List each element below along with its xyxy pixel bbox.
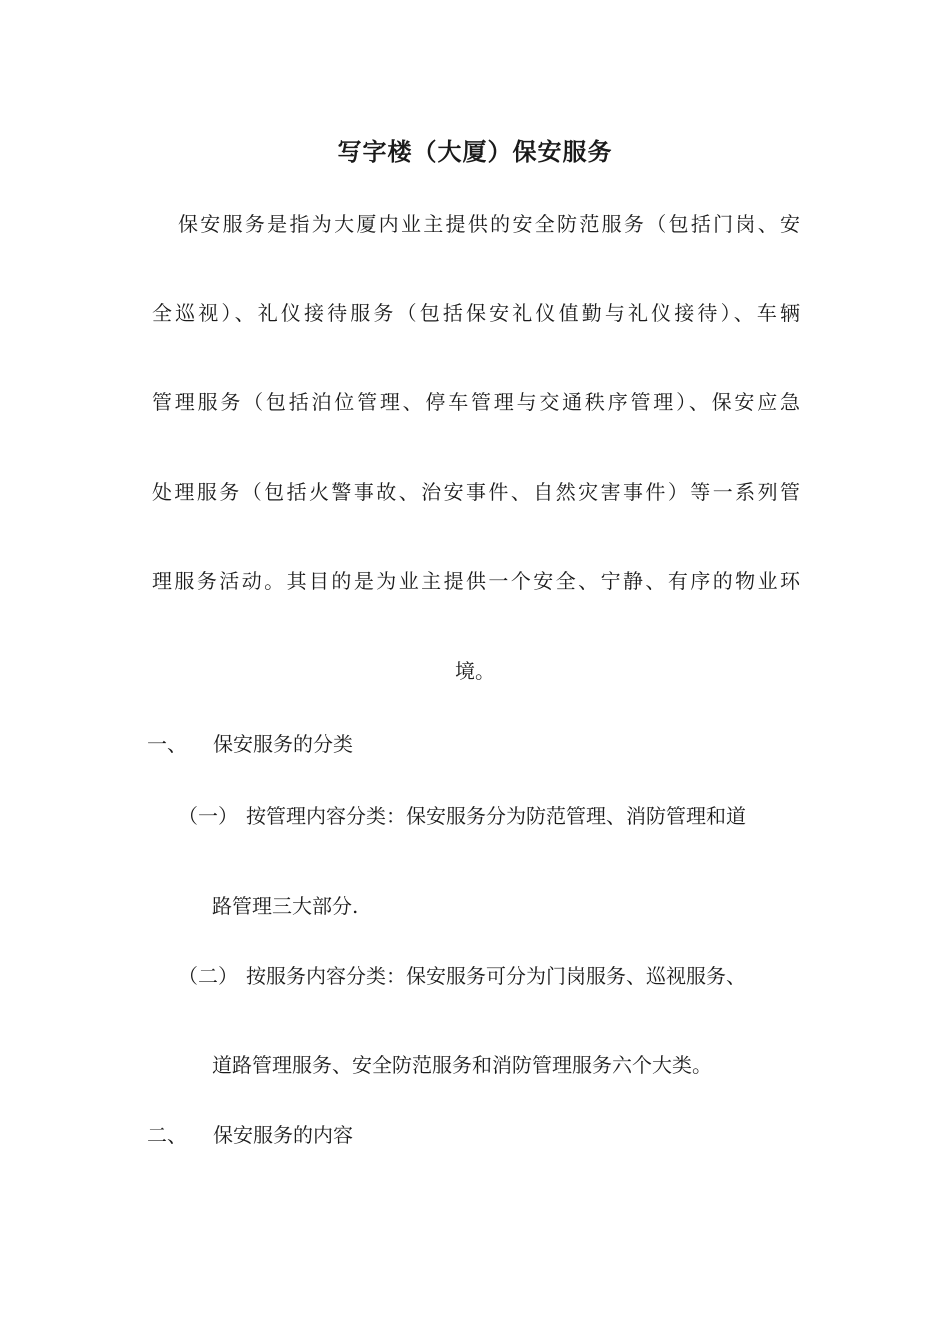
intro-line-1: 保安服务是指为大厦内业主提供的安全防范服务（包括门岗、安 bbox=[178, 212, 800, 236]
section-1-heading bbox=[147, 729, 547, 759]
section-2-heading bbox=[147, 1120, 547, 1150]
intro-line-4: 处理服务（包括火警事故、治安事件、自然灾害事件）等一系列管 bbox=[152, 480, 800, 504]
intro-line-6: 境。 bbox=[455, 659, 495, 683]
section-1-item-1-line-1: 按管理内容分类：保安服务分为防范管理、消防管理和道 bbox=[246, 804, 746, 828]
section-1-item-2-line-2: 道路管理服务、安全防范服务和消防管理服务六个大类。 bbox=[212, 1053, 712, 1077]
document-title: 写字楼（大厦）保安服务 bbox=[337, 137, 613, 166]
intro-line-5: 理服务活动。其目的是为业主提供一个安全、宁静、有序的物业环 bbox=[152, 569, 800, 593]
section-1-item-1 bbox=[178, 801, 808, 831]
section-2-title: 保安服务的内容 bbox=[213, 1123, 353, 1147]
section-1-number: 一、 bbox=[147, 732, 187, 756]
section-1-item-2-line-1: 按服务内容分类：保安服务可分为门岗服务、巡视服务、 bbox=[246, 964, 746, 988]
section-1-item-1-line-2: 路管理三大部分. bbox=[212, 894, 359, 918]
section-1-title: 保安服务的分类 bbox=[213, 732, 353, 756]
section-1-item-2-number: （二） bbox=[178, 964, 238, 988]
intro-line-2: 全巡视）、礼仪接待服务（包括保安礼仪值勤与礼仪接待）、车辆 bbox=[152, 301, 800, 325]
section-1-item-2 bbox=[178, 961, 808, 991]
section-2-number: 二、 bbox=[147, 1123, 187, 1147]
section-1-item-1-number: （一） bbox=[178, 804, 238, 828]
intro-line-3: 管理服务（包括泊位管理、停车管理与交通秩序管理）、保安应急 bbox=[152, 390, 800, 414]
